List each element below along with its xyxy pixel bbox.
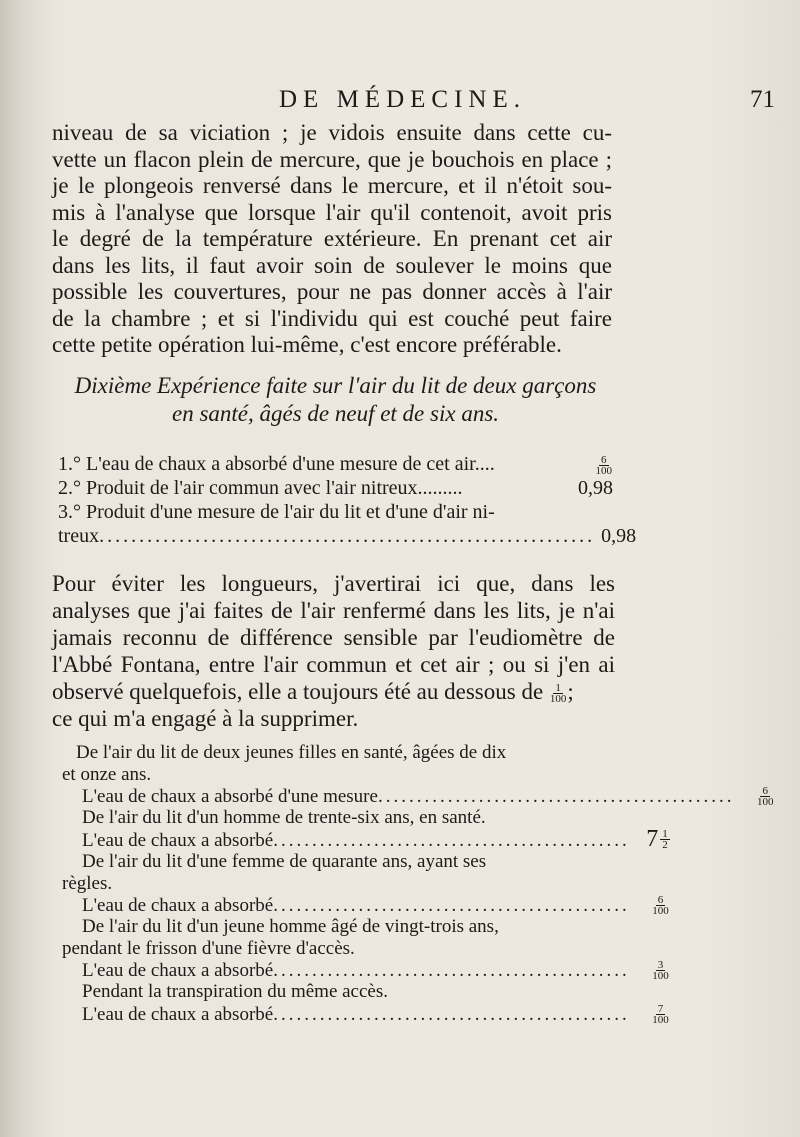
obs-fraction: $\frac{6}{100}$: [652, 894, 669, 918]
result-value: 0,98: [578, 477, 613, 499]
text-line: niveau de sa viciation ; je vidois ensuite dans cette cu-: [52, 120, 612, 145]
obs-row: L'eau de chaux a absorbé .............................................. $\frac{3}{100}$: [82, 959, 669, 983]
text-line: Pour éviter les longueurs, j'avertirai ici que, dans les: [52, 571, 615, 596]
text-line: ce qui m'a engagé à la supprimer.: [52, 706, 359, 731]
obs-row: L'eau de chaux a absorbé .............................................. 7 $\frac{1}{2}$: [82, 825, 668, 852]
paragraph-2: [52, 570, 615, 732]
obs-fraction: $\frac{3}{100}$: [652, 959, 669, 983]
result-row: [58, 500, 613, 524]
running-title: DE MÉDECINE.: [279, 86, 526, 113]
obs-woman-line: règles.: [62, 872, 113, 894]
obs-row: L'eau de chaux a absorbé .............................................. $\frac{6}{100}$: [82, 894, 669, 918]
result-row: [58, 476, 613, 500]
page-number: 71: [750, 86, 775, 113]
experiment-results: [58, 452, 637, 548]
obs-man-line: De l'air du lit d'un homme de trente-six ans, en santé.: [82, 807, 486, 829]
text-line: vette un flacon plein de mercure, que je bouchois en place ;: [52, 146, 612, 172]
running-header: [190, 86, 775, 114]
text-line: analyses que j'ai faites de l'air renfermé dans les lits, je n'ai: [52, 598, 615, 623]
text-line: je le plongeois renversé dans le mercure, et il n'étoit sou-: [52, 173, 612, 198]
obs-sweat-line: Pendant la transpiration du même accès.: [82, 981, 389, 1003]
observations: [62, 742, 774, 1027]
text-line: le degré de la température extérieure. En prenant cet air: [52, 226, 612, 251]
result-label: treux: [58, 525, 100, 547]
experiment-title-line-2: en santé, âgés de neuf et de six ans.: [171, 401, 500, 426]
text-line: mis à l'analyse que lorsque l'air qu'il contenoit, avoit pris: [52, 199, 612, 225]
text-line: observé quelquefois, elle a toujours été au dessous de $\frac{1}{100}$ ;: [52, 679, 574, 706]
text-line: cette petite opération lui-même, c'est encore préférable.: [52, 332, 562, 357]
obs-row: L'eau de chaux a absorbé d'une mesure .............................................. $\frac{6}{100}$: [82, 785, 774, 809]
experiment-title-line-1: Dixième Expérience faite sur l'air du lit de deux garçons: [74, 373, 597, 398]
result-value: 0,98: [601, 525, 637, 547]
result-fraction: $\frac{6}{100}$: [595, 453, 612, 477]
result-label: 3.° Produit d'une mesure de l'air du lit et d'une d'air ni-: [58, 501, 495, 523]
text-line: possible les couvertures, pour ne pas donner accès à l'air: [52, 279, 612, 304]
result-row: [58, 452, 613, 476]
obs-girls-line: De l'air du lit de deux jeunes filles en santé, âgées de dix: [76, 742, 507, 763]
obs-fraction: $\frac{7}{100}$: [652, 1003, 669, 1027]
text-line: de la chambre ; et si l'individu qui est couché peut faire: [52, 305, 612, 331]
text-line: l'Abbé Fontana, entre l'air commun et cet air ; ou si j'en ai: [52, 652, 615, 677]
result-row: treux .............................................................. 0,98: [58, 525, 637, 547]
obs-row: L'eau de chaux a absorbé .............................................. $\frac{7}{100}$: [82, 1003, 669, 1027]
obs-fraction: $\frac{6}{100}$: [756, 785, 774, 809]
obs-fraction: 7 $\frac{1}{2}$: [646, 825, 668, 852]
experiment-title: [58, 372, 613, 428]
obs-woman-line: De l'air du lit d'une femme de quarante ans, ayant ses: [82, 851, 487, 873]
obs-girls-line: et onze ans.: [62, 763, 152, 785]
threshold-fraction: $\frac{1}{100}$: [549, 682, 567, 706]
obs-youth-line: pendant le frisson d'une fièvre d'accès.: [62, 937, 355, 959]
text-line: jamais reconnu de différence sensible par l'eudiomètre de: [52, 625, 615, 650]
result-label: 2.° Produit de l'air commun avec l'air nitreux.........: [58, 477, 463, 499]
obs-youth-line: De l'air du lit d'un jeune homme âgé de vingt-trois ans,: [82, 916, 499, 938]
text-line: dans les lits, il faut avoir soin de soulever le moins que: [52, 252, 612, 278]
paragraph-1: [52, 120, 612, 359]
result-label: 1.° L'eau de chaux a absorbé d'une mesure de cet air....: [58, 453, 495, 475]
